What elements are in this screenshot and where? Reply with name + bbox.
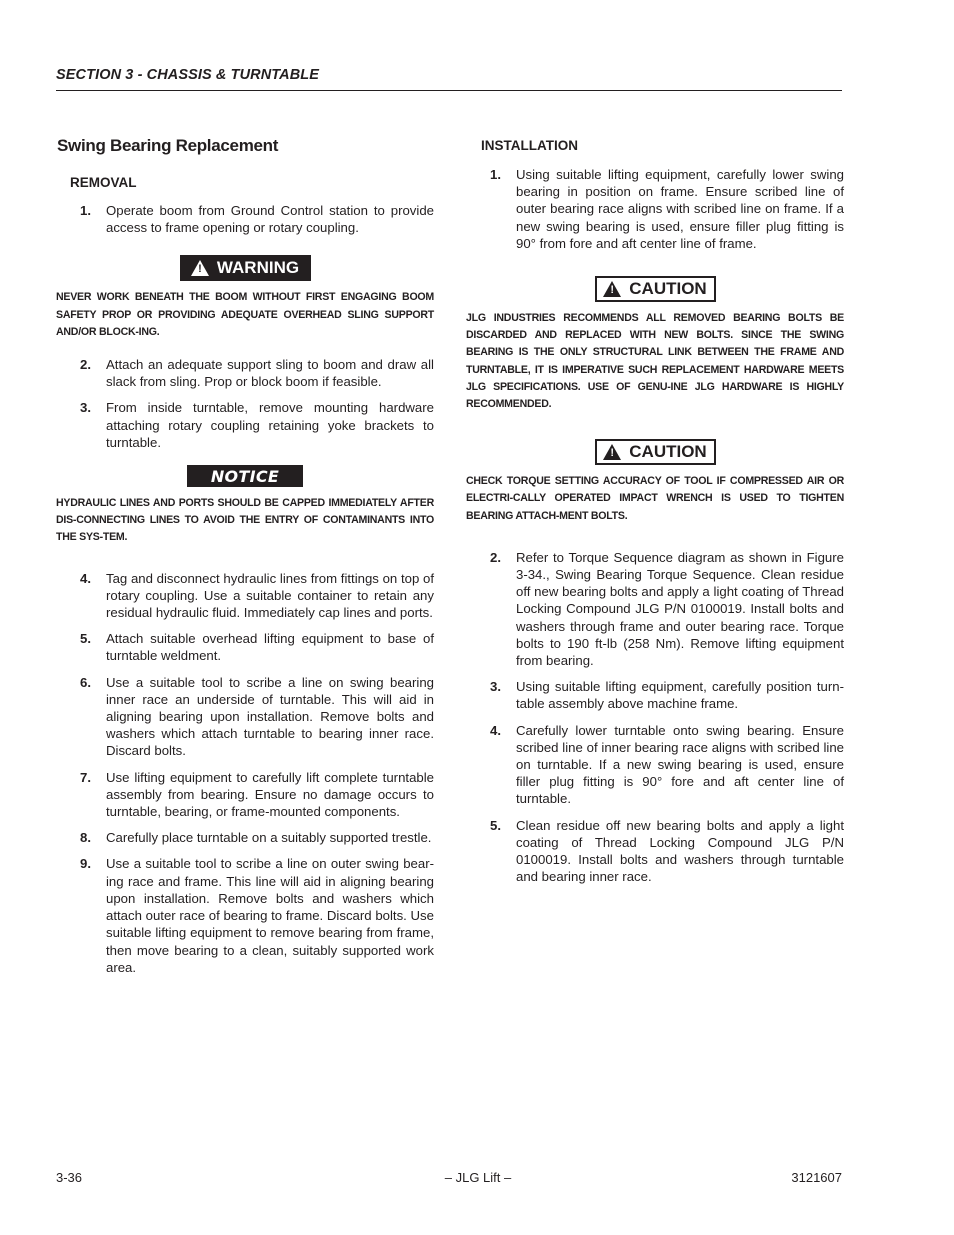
step-number-label: 2. [490, 549, 501, 565]
step-number-label: 2. [80, 357, 91, 373]
step-text: Carefully place turntable on a suitably supported trestle. [106, 830, 432, 846]
step-number [56, 202, 106, 236]
caution1-badge-wrap [466, 276, 844, 302]
section-title: SECTION 3 - CHASSIS & TURNTABLE [56, 67, 320, 83]
step-text: Operate boom from Ground Control station to provide access to frame opening or rotary coupling. [106, 203, 434, 236]
step-number-label: 8. [80, 830, 91, 846]
caution2-icon: ! [603, 444, 621, 460]
notice-label: NOTICE [210, 466, 280, 486]
list-item [466, 549, 844, 669]
step-text: Attach suitable overhead lifting equipment to base of turntable weldment. [106, 631, 434, 664]
step-text: Use lifting equipment to carefully lift complete turntable assembly from bearing. Ensure no damage occurs to turntable, bearing, or frame-mounted components. [106, 769, 434, 820]
step-text: Using suitable lifting equipment, carefully position turn-table assembly above machine frame. [516, 679, 844, 712]
step-number-label: 5. [490, 817, 501, 833]
step-number-label: 3. [490, 679, 501, 695]
removal-heading: REMOVAL [70, 175, 137, 190]
list-item [56, 855, 434, 975]
list-item [466, 166, 844, 252]
page-number: 3-36 [56, 1170, 83, 1185]
caution1-label: CAUTION [629, 279, 707, 299]
step-number [466, 549, 516, 669]
doc-number: 3121607 [791, 1170, 842, 1185]
step-number-label: 6. [80, 674, 91, 690]
installation-steps-b [466, 549, 844, 886]
warning-icon: ! [191, 260, 209, 276]
step-text: Carefully lower turntable onto swing bearing. Ensure scribed line of inner bearing race aligns with scribed line on turntable. If a new swing bearing is used, ensure filler plug fitting is 90° fore and aft center line of turntable. [516, 722, 844, 807]
step-number [56, 356, 106, 390]
step-number [56, 674, 106, 760]
caution2-badge [595, 439, 716, 465]
step-number [466, 722, 516, 808]
step-number-label: 1. [80, 203, 91, 218]
removal-steps-c [56, 570, 434, 976]
step-number-label: 4. [490, 722, 501, 738]
warning-badge [180, 255, 311, 281]
step-number [466, 678, 516, 712]
step-text: From inside turntable, remove mounting hardware attaching rotary coupling retaining yoke brackets to turntable. [106, 400, 434, 450]
list-item [466, 678, 844, 712]
step-number-label: 4. [80, 570, 91, 586]
list-item [56, 570, 434, 622]
notice-text: HYDRAULIC LINES AND PORTS SHOULD BE CAPPED IMMEDIATELY AFTER DIS-CONNECTING LINES TO AVOID THE ENTRY OF CONTAMINANTS INTO THE SYS-TEM. [56, 497, 434, 544]
removal-steps-a [56, 202, 434, 236]
list-item [56, 829, 434, 846]
step-number-label: 9. [80, 856, 91, 872]
list-item [56, 769, 434, 821]
step-number [56, 855, 106, 975]
caution2-text: CHECK TORQUE SETTING ACCURACY OF TOOL IF COMPRESSED AIR OR ELECTRI-CALLY OPERATED IMPACT WRENCH IS USED TO TIGHTEN BEARING ATTACH-MENT BOLTS. [466, 475, 844, 522]
list-item [466, 722, 844, 808]
right-column [466, 136, 844, 895]
step-number [56, 570, 106, 622]
step-text: Using suitable lifting equipment, carefully lower swing bearing in position on frame. Ensure scribed line of outer bearing race aligns with scribed line on frame. If a new swing bearing is used, ensure filler plug fitting is 90° from fore and aft center line of frame. [516, 167, 844, 251]
notice-badge [187, 465, 303, 487]
step-text: Clean residue off new bearing bolts and apply a light coating of Thread Locking Compound JLG P/N 0100019. Install bolts and washers through turntable and bearing inner race. [516, 817, 844, 885]
step-text: Tag and disconnect hydraulic lines from fittings on top of rotary coupling. Use a suitable container to retain any residual hydraulic fluid. Immediately cap lines and ports. [106, 570, 434, 621]
page-header [56, 66, 842, 91]
step-text: Use a suitable tool to scribe a line on swing bearing inner race an underside of turntable. This will aid in aligning bearing upon installation. Remove bolts and washers which attach turntable to bearing inner race. Discard bolts. [106, 674, 434, 759]
caution2-badge-wrap [466, 439, 844, 465]
step-number-label: 5. [80, 631, 91, 647]
list-item [56, 356, 434, 390]
notice-badge-wrap [56, 465, 434, 487]
step-number-label: 1. [490, 167, 501, 182]
left-column [56, 136, 434, 985]
step-number-label: 3. [80, 400, 91, 416]
list-item [56, 630, 434, 664]
caution1-text: JLG INDUSTRIES RECOMMENDS ALL REMOVED BEARING BOLTS BE DISCARDED AND REPLACED WITH NEW BOLTS. SINCE THE SWING BEARING IS THE ONLY STRUCTURAL LINK BETWEEN THE FRAME AND TURNTABLE, IT IS IMPERATIVE SUCH REPLACEMENT HARDWARE MEETS JLG SPECIFICATIONS. USE OF GENU-INE JLG HARDWARE IS HIGHLY RECOMMENDED. [466, 312, 844, 411]
list-item [56, 202, 434, 236]
step-text: Attach an adequate support sling to boom and draw all slack from sling. Prop or block boom if feasible. [106, 357, 434, 390]
caution1-icon: ! [603, 281, 621, 297]
warning-badge-wrap [56, 255, 434, 281]
installation-steps-a [466, 166, 844, 252]
caution2-label: CAUTION [629, 442, 707, 462]
step-text: Use a suitable tool to scribe a line on outer swing bear-ing race and frame. This line will aid in aligning bearing upon installation. Remove bolts and washers which attach outer race of bearing to frame. Discard bolts. Use suitable lifting equipment to remove bearing from frame, then move bearing to a clean, suitably supported work area. [106, 856, 434, 975]
warning-label: WARNING [216, 258, 300, 278]
step-number [56, 769, 106, 821]
page-title: Swing Bearing Replacement [57, 136, 279, 155]
step-number-label: 7. [80, 769, 91, 785]
list-item [466, 817, 844, 886]
removal-steps-b [56, 356, 434, 451]
step-number [56, 630, 106, 664]
step-number [466, 166, 516, 252]
step-number [56, 829, 106, 846]
step-text: Refer to Torque Sequence diagram as shown in Figure 3-34., Swing Bearing Torque Sequence. Clean residue off new bearing bolts and apply a light coating of Thread Locking Compound JLG P/N 0100019. Install bolts and washers through frame and outer bearing race. Torque bolts to 190 ft-lb (258 Nm). Remove lifting equipment from bearing. [516, 549, 844, 669]
list-item [56, 674, 434, 760]
installation-heading: INSTALLATION [481, 138, 578, 153]
step-number [466, 817, 516, 886]
step-number [56, 399, 106, 451]
footer-center: – JLG Lift – [444, 1170, 512, 1185]
warning-text: NEVER WORK BENEATH THE BOOM WITHOUT FIRST ENGAGING BOOM SAFETY PROP OR PROVIDING ADEQUATE OVERHEAD SLING SUPPORT AND/OR BLOCK-ING. [56, 291, 434, 338]
list-item [56, 399, 434, 451]
caution1-badge [595, 276, 716, 302]
